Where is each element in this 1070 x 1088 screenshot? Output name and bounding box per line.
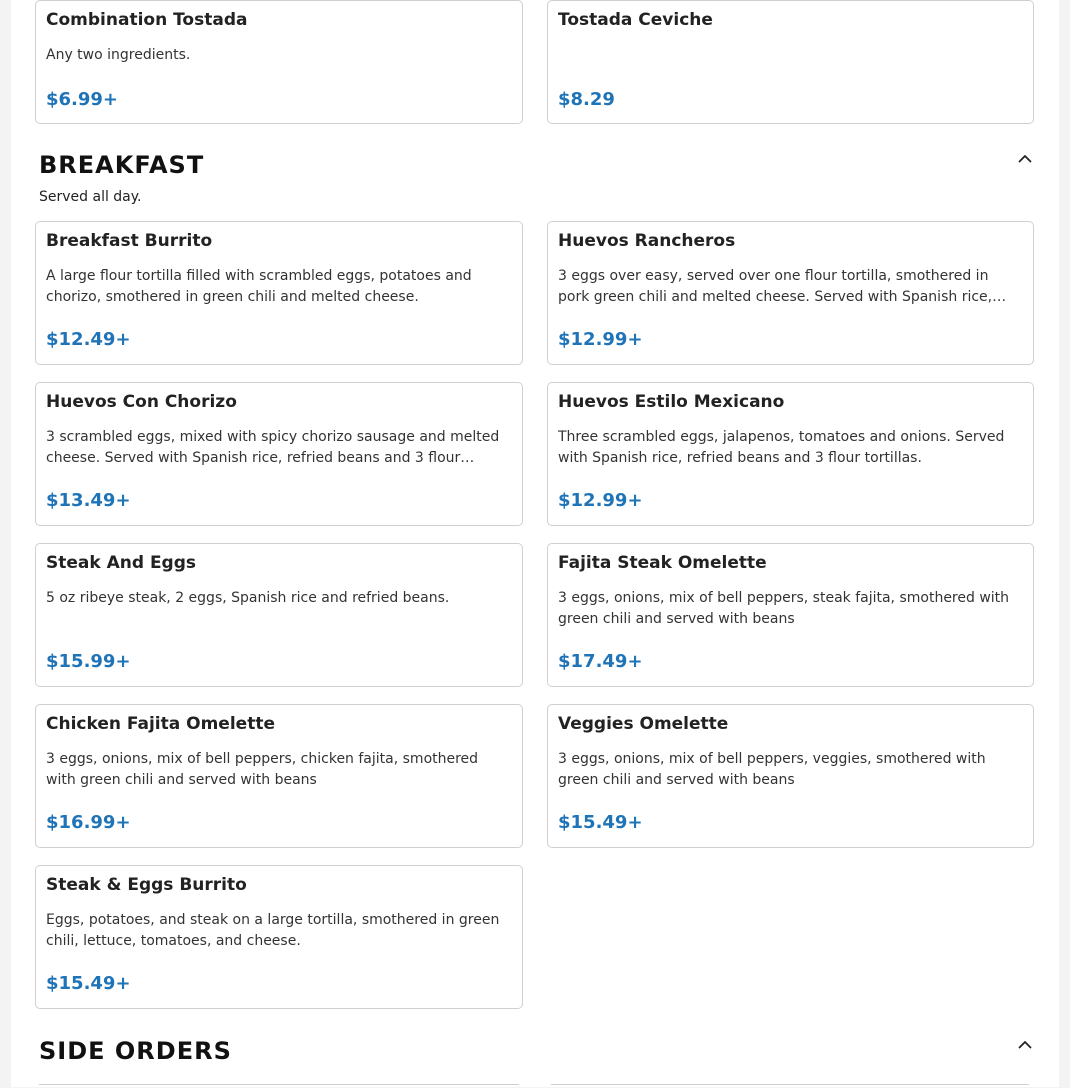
- menu-item-card[interactable]: [35, 221, 523, 365]
- menu-item-price: $12.49+: [46, 329, 131, 350]
- menu-item-price: $15.49+: [558, 812, 643, 833]
- menu-item-price: $8.29: [558, 89, 615, 110]
- menu-item-name: Huevos Estilo Mexicano: [558, 392, 785, 412]
- menu-item-name: Breakfast Burrito: [46, 231, 213, 251]
- menu-item-card[interactable]: [35, 382, 523, 526]
- menu-item-description: Any two ingredients.: [46, 47, 191, 63]
- menu-item-name: Huevos Rancheros: [558, 231, 736, 251]
- menu-item-card[interactable]: [547, 382, 1034, 526]
- menu-item-price: $16.99+: [46, 812, 131, 833]
- menu-item-description: A large flour tortilla filled with scrambled eggs, potatoes and chorizo, smothered in green chili and melted cheese.: [46, 268, 472, 305]
- menu-item-card[interactable]: [35, 0, 523, 124]
- menu-item-description: 5 oz ribeye steak, 2 eggs, Spanish rice and refried beans.: [46, 590, 450, 606]
- section-subtitle-breakfast: Served all day.: [39, 189, 142, 205]
- menu-item-name: Fajita Steak Omelette: [558, 553, 767, 573]
- menu-item-name: Tostada Ceviche: [558, 10, 713, 30]
- menu-item-price: $13.49+: [46, 490, 131, 511]
- menu-item-description: 3 eggs over easy, served over one flour tortilla, smothered in pork green chili and melted cheese. Served with Spanish rice,…: [558, 268, 1007, 305]
- menu-item-description: 3 eggs, onions, mix of bell peppers, steak fajita, smothered with green chili and served with beans: [558, 590, 1010, 627]
- menu-item-price: $12.99+: [558, 329, 643, 350]
- menu-item-price: $17.49+: [558, 651, 643, 672]
- menu-item-description: Eggs, potatoes, and steak on a large tortilla, smothered in green chili, lettuce, tomatoes, and cheese.: [46, 912, 500, 949]
- menu-item-description: 3 scrambled eggs, mixed with spicy chorizo sausage and melted cheese. Served with Spanish rice, refried beans and 3 flour…: [46, 429, 500, 466]
- menu-item-price: $15.49+: [46, 973, 131, 994]
- menu-item-name: Huevos Con Chorizo: [46, 392, 237, 412]
- section-title-side-orders: SIDE ORDERS: [39, 1037, 232, 1065]
- menu-item-price: $6.99+: [46, 89, 119, 110]
- menu-item-name: Combination Tostada: [46, 10, 248, 30]
- card-edge-divider: [39, 1084, 519, 1088]
- menu-item-name: Veggies Omelette: [558, 714, 729, 734]
- card-edge-divider: [551, 1084, 1029, 1088]
- menu-item-card[interactable]: [547, 0, 1034, 124]
- menu-item-description: Three scrambled eggs, jalapenos, tomatoes and onions. Served with Spanish rice, refried beans and 3 flour tortillas.: [558, 429, 1005, 466]
- menu-item-description: 3 eggs, onions, mix of bell peppers, veggies, smothered with green chili and served with beans: [558, 751, 986, 788]
- menu-item-card[interactable]: [35, 865, 523, 1009]
- chevron-up-icon[interactable]: [1015, 148, 1035, 168]
- menu-item-card[interactable]: [547, 221, 1034, 365]
- menu-page: [11, 0, 1059, 1087]
- menu-item-price: $15.99+: [46, 651, 131, 672]
- menu-item-card[interactable]: [35, 704, 523, 848]
- menu-item-name: Chicken Fajita Omelette: [46, 714, 275, 734]
- menu-item-price: $12.99+: [558, 490, 643, 511]
- menu-item-name: Steak & Eggs Burrito: [46, 875, 247, 895]
- menu-item-description: 3 eggs, onions, mix of bell peppers, chicken fajita, smothered with green chili and served with beans: [46, 751, 479, 788]
- menu-item-name: Steak And Eggs: [46, 553, 197, 573]
- menu-item-card[interactable]: [547, 543, 1034, 687]
- menu-item-card[interactable]: [35, 543, 523, 687]
- section-title-breakfast: BREAKFAST: [39, 151, 205, 179]
- chevron-up-icon[interactable]: [1015, 1034, 1035, 1054]
- menu-item-card[interactable]: [547, 704, 1034, 848]
